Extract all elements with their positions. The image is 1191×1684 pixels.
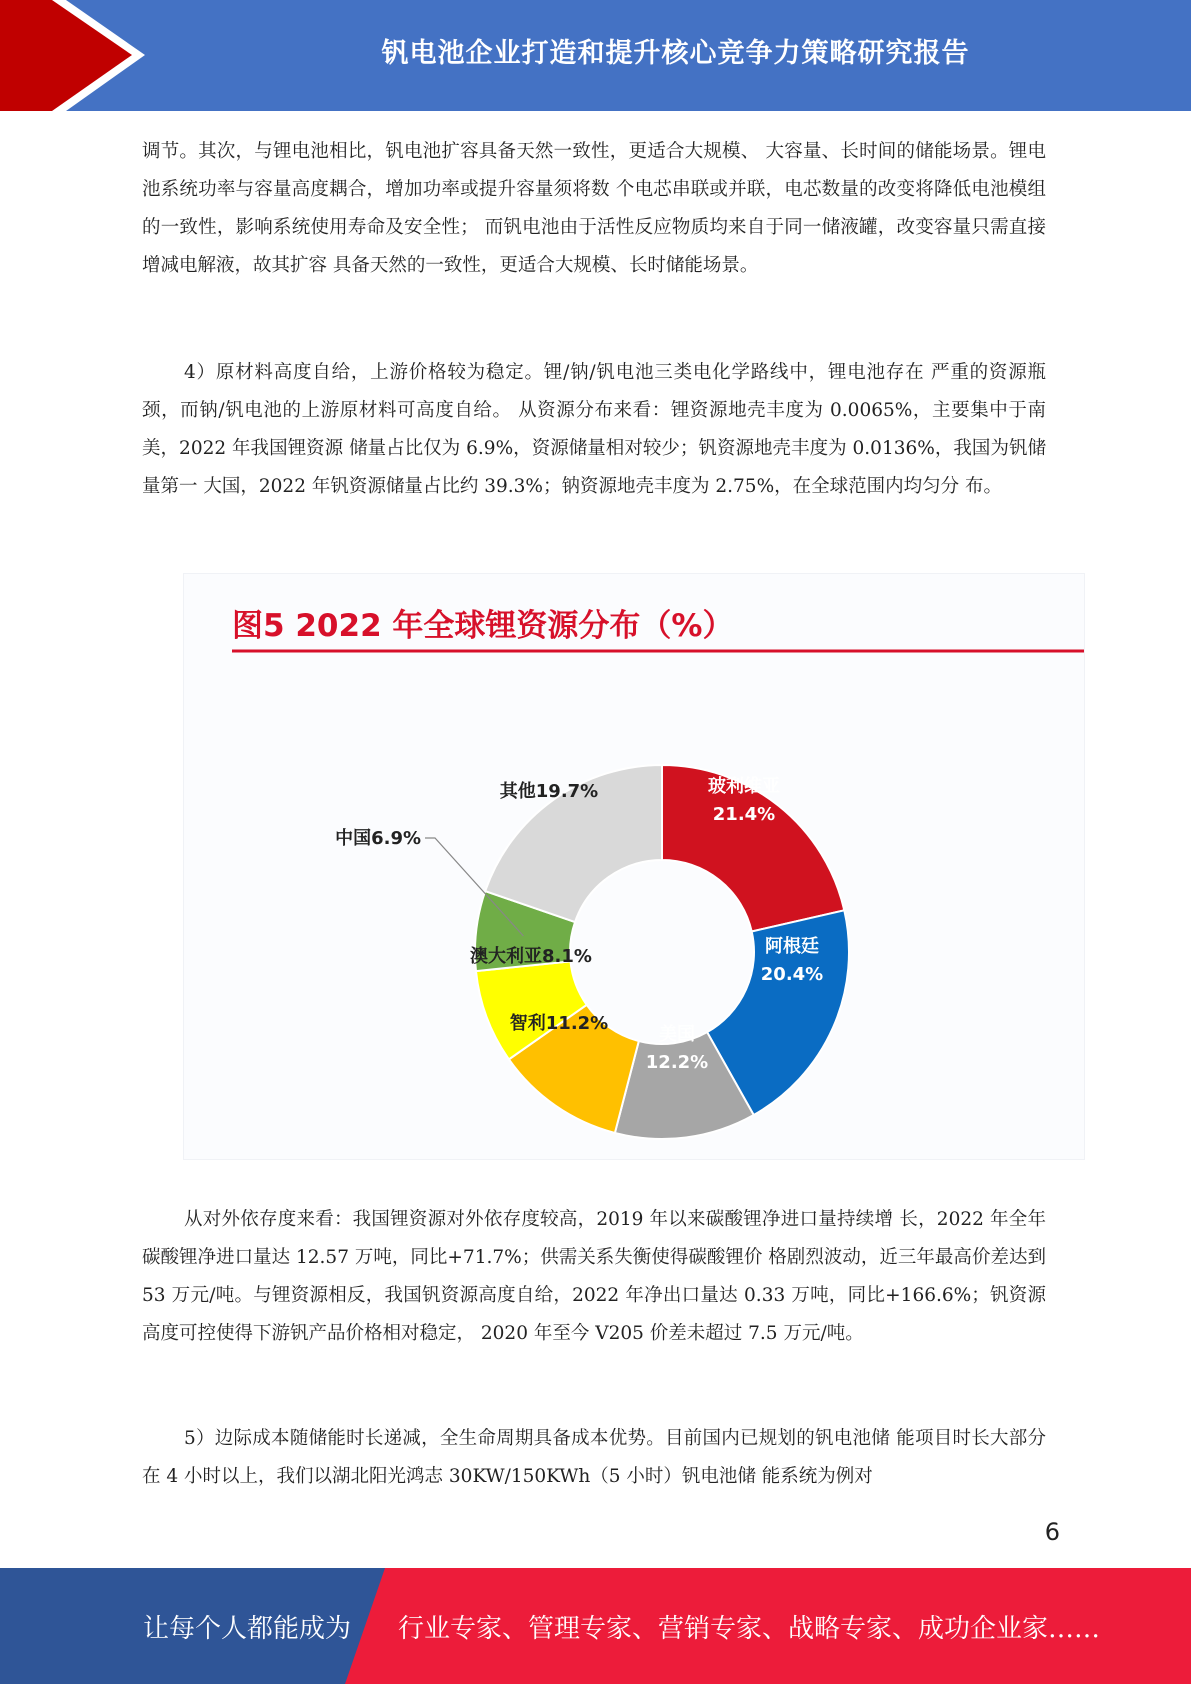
slice-label-5: 中国6.9%	[335, 828, 421, 849]
slice-label-4: 澳大利亚8.1%	[470, 946, 592, 967]
lithium-distribution-chart	[183, 573, 1085, 1160]
header-title: 钒电池企业打造和提升核心竞争力策略研究报告	[381, 37, 970, 69]
slice-label-0: 玻利维亚 21.4%	[708, 776, 780, 825]
paragraph-4: 5）边际成本随储能时长递减，全生命周期具备成本优势。目前国内已规划的钒电池储 能项目时长大部分在 4 小时以上，我们以湖北阳光鸿志 30KW/150KWh（5 小时）钒电池储 能系统为例对	[142, 1428, 1046, 1487]
page-footer	[0, 1568, 1191, 1684]
slice-label-3: 智利11.2%	[509, 1013, 609, 1034]
slice-label-2: 美国 12.2%	[645, 1024, 709, 1073]
footer-slogan-left: 让每个人都能成为	[143, 1614, 352, 1644]
chart-canvas	[184, 574, 1084, 1159]
slice-label-1: 阿根廷 20.4%	[760, 936, 824, 985]
paragraph-3: 从对外依存度来看：我国锂资源对外依存度较高，2019 年以来碳酸锂净进口量持续增 长，2022 年全年碳酸锂净进口量达 12.57 万吨，同比+71.7%；供需关系失衡使得碳酸锂价 格剧烈波动，近三年最高价差达到 53 万元/吨。与锂资源相反，我国钒资源高度自给，2022 年净出口量达 0.33 万吨，同比+166.6%；钒资源高度可控使得下游钒产品价格相对稳定， 2020 年至今 V205 价差未超过 7.5 万元/吨。	[142, 1209, 1046, 1344]
footer-slogan-right: 行业专家、管理专家、营销专家、战略专家、成功企业家……	[398, 1614, 1101, 1644]
paragraph-2: 4）原材料高度自给，上游价格较为稳定。锂/钠/钒电池三类电化学路线中，锂电池存在 严重的资源瓶颈，而钠/钒电池的上游原材料可高度自给。 从资源分布来看：锂资源地壳丰度为 0.0065%，主要集中于南美，2022 年我国锂资源 储量占比仅为 6.9%，资源储量相对较少；钒资源地壳丰度为 0.0136%，我国为钒储量第一 大国，2022 年钒资源储量占比约 39.3%；钠资源地壳丰度为 2.75%，在全球范围内均匀分 布。	[142, 362, 1046, 497]
page-header	[0, 0, 1191, 111]
chart-title: 图5 2022 年全球锂资源分布（%）	[232, 608, 734, 644]
page-number: 6	[1044, 1518, 1060, 1546]
slice-label-6: 其他19.7%	[499, 781, 599, 802]
paragraph-1: 调节。其次，与锂电池相比，钒电池扩容具备天然一致性，更适合大规模、 大容量、长时间的储能场景。锂电池系统功率与容量高度耦合，增加功率或提升容量须将数 个电芯串联或并联，电芯数量的改变将降低电池模组的一致性，影响系统使用寿命及安全性； 而钒电池由于活性反应物质均来自于同一储液罐，改变容量只需直接增减电解液，故其扩容 具备天然的一致性，更适合大规模、长时储能场景。	[142, 141, 1046, 276]
